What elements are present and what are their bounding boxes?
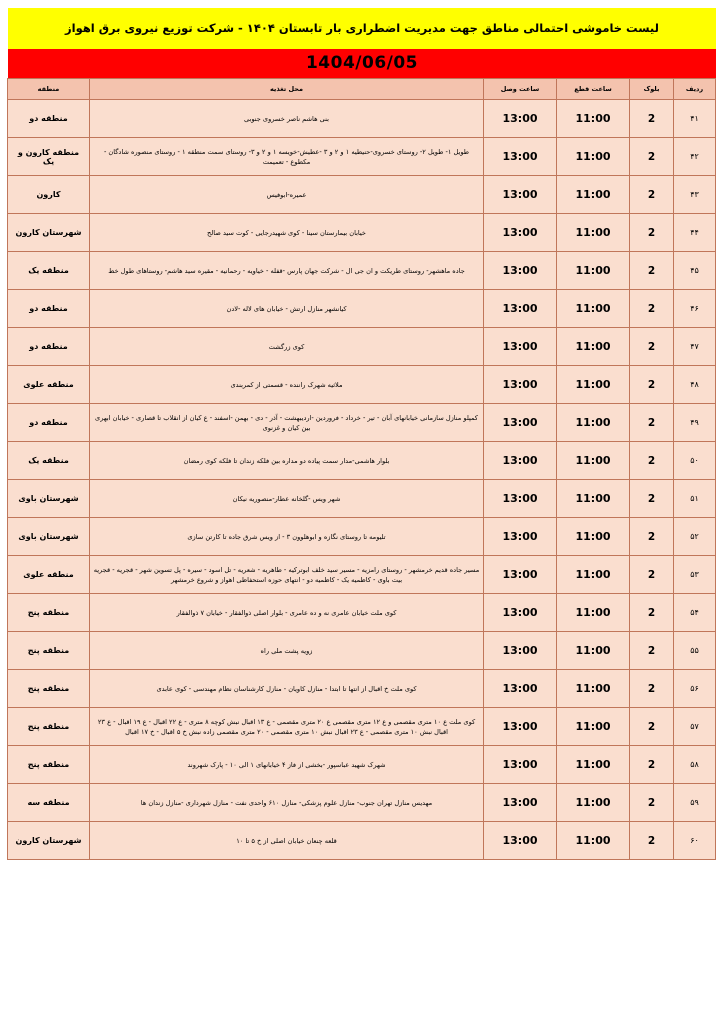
column-header-feed-location: محل تغذیه <box>90 79 484 100</box>
cell-feed-location: طویل ۱- طویل ۲- روستای خسروی-حنیطیه ۱ و ۲ و ۳ -عطیش-خویسه ۱ و ۲ و ۳- روستای سمت منطقه ۱ - روستای منصوره شادگان - مکطوع - تعمیمت <box>90 138 484 176</box>
cell-block: 2 <box>630 328 674 366</box>
cell-outage-start: 11:00 <box>557 594 630 632</box>
cell-block: 2 <box>630 290 674 328</box>
cell-outage-start: 11:00 <box>557 670 630 708</box>
cell-outage-start: 11:00 <box>557 442 630 480</box>
cell-outage-start: 11:00 <box>557 214 630 252</box>
table-row <box>8 214 716 252</box>
cell-row-number: ۵۲ <box>674 518 716 556</box>
cell-region: منطقه یک <box>8 442 90 480</box>
cell-feed-location: کوی ملت خیابان عامری نه و ده عامری - بلوار اصلی ذوالفقار - خیابان ۷ ذوالفقار <box>90 594 484 632</box>
cell-row-number: ۶۰ <box>674 822 716 860</box>
cell-region: شهرستان کارون <box>8 214 90 252</box>
cell-outage-end: 13:00 <box>484 784 557 822</box>
cell-outage-end: 13:00 <box>484 138 557 176</box>
cell-outage-end: 13:00 <box>484 632 557 670</box>
cell-region: منطقه پنج <box>8 632 90 670</box>
cell-region: منطقه دو <box>8 100 90 138</box>
cell-feed-location: مسیر جاده قدیم خرمشهر - روستای رامزیه - مسیر سید خلف ابوترکیه - طاهریه - شعریه - تل اسود - سیره - پل تسوین شهر - قجریه - قجریه بیت باوی - کاظمیه یک - کاظمیه دو - انتهای حوزه استحفاظی اهواز و شروع خرمشهر <box>90 556 484 594</box>
cell-outage-start: 11:00 <box>557 290 630 328</box>
cell-outage-end: 13:00 <box>484 518 557 556</box>
cell-row-number: ۴۲ <box>674 138 716 176</box>
column-header-row-number: ردیف <box>674 79 716 100</box>
cell-block: 2 <box>630 442 674 480</box>
cell-region: منطقه دو <box>8 404 90 442</box>
cell-row-number: ۵۴ <box>674 594 716 632</box>
cell-row-number: ۵۱ <box>674 480 716 518</box>
cell-outage-start: 11:00 <box>557 404 630 442</box>
table-row <box>8 784 716 822</box>
table-row <box>8 556 716 594</box>
cell-block: 2 <box>630 556 674 594</box>
table-row <box>8 822 716 860</box>
cell-outage-end: 13:00 <box>484 746 557 784</box>
cell-block: 2 <box>630 670 674 708</box>
cell-region: منطقه پنج <box>8 670 90 708</box>
table-row <box>8 442 716 480</box>
cell-region: منطقه پنج <box>8 746 90 784</box>
cell-outage-start: 11:00 <box>557 518 630 556</box>
cell-block: 2 <box>630 214 674 252</box>
cell-row-number: ۴۳ <box>674 176 716 214</box>
cell-row-number: ۵۹ <box>674 784 716 822</box>
table-header-row <box>8 79 716 100</box>
cell-row-number: ۵۰ <box>674 442 716 480</box>
cell-region: منطقه دو <box>8 290 90 328</box>
cell-outage-start: 11:00 <box>557 746 630 784</box>
table-row <box>8 708 716 746</box>
cell-block: 2 <box>630 404 674 442</box>
cell-outage-end: 13:00 <box>484 100 557 138</box>
cell-outage-start: 11:00 <box>557 784 630 822</box>
cell-outage-end: 13:00 <box>484 670 557 708</box>
table-row <box>8 594 716 632</box>
cell-block: 2 <box>630 252 674 290</box>
cell-row-number: ۵۳ <box>674 556 716 594</box>
table-row <box>8 100 716 138</box>
cell-region: شهرستان کارون <box>8 822 90 860</box>
column-header-outage-start: ساعت قطع <box>557 79 630 100</box>
table-row <box>8 290 716 328</box>
cell-region: منطقه علوی <box>8 556 90 594</box>
cell-outage-start: 11:00 <box>557 480 630 518</box>
cell-region: منطقه دو <box>8 328 90 366</box>
cell-row-number: ۴۴ <box>674 214 716 252</box>
cell-region: شهرستان باوی <box>8 518 90 556</box>
cell-region: منطقه سه <box>8 784 90 822</box>
cell-feed-location: ملاثیه شهرک راننده - قسمتی از کمربندی <box>90 366 484 404</box>
cell-region: منطقه پنج <box>8 708 90 746</box>
cell-block: 2 <box>630 100 674 138</box>
cell-outage-start: 11:00 <box>557 100 630 138</box>
cell-feed-location: زویه پشت ملی راه <box>90 632 484 670</box>
cell-outage-end: 13:00 <box>484 328 557 366</box>
cell-outage-start: 11:00 <box>557 252 630 290</box>
cell-row-number: ۵۷ <box>674 708 716 746</box>
cell-feed-location: کوی ملت خ اقبال از انتها تا ابتدا - منازل کاویان - منازل کارشناسان نظام مهندسی - کوی عابدی <box>90 670 484 708</box>
table-row <box>8 670 716 708</box>
table-row <box>8 480 716 518</box>
cell-outage-end: 13:00 <box>484 366 557 404</box>
cell-outage-end: 13:00 <box>484 822 557 860</box>
cell-feed-location: عمیره-ابوفیس <box>90 176 484 214</box>
schedule-date: 1404/06/05 <box>8 49 716 78</box>
table-body <box>8 100 716 860</box>
cell-block: 2 <box>630 746 674 784</box>
cell-feed-location: کیانشهر منازل ارتش - خیابان های لاله -لادن <box>90 290 484 328</box>
table-row <box>8 518 716 556</box>
cell-block: 2 <box>630 366 674 404</box>
cell-outage-start: 11:00 <box>557 708 630 746</box>
cell-outage-end: 13:00 <box>484 708 557 746</box>
cell-outage-end: 13:00 <box>484 442 557 480</box>
table-row <box>8 366 716 404</box>
cell-outage-end: 13:00 <box>484 594 557 632</box>
cell-region: منطقه پنج <box>8 594 90 632</box>
cell-row-number: ۵۵ <box>674 632 716 670</box>
table-row <box>8 138 716 176</box>
cell-outage-start: 11:00 <box>557 138 630 176</box>
column-header-region: منطقه <box>8 79 90 100</box>
cell-outage-start: 11:00 <box>557 822 630 860</box>
cell-row-number: ۴۶ <box>674 290 716 328</box>
cell-feed-location: خیابان بیمارستان سینا - کوی شهیدرجایی - کوت سید صالح <box>90 214 484 252</box>
cell-outage-end: 13:00 <box>484 404 557 442</box>
cell-region: شهرستان باوی <box>8 480 90 518</box>
cell-row-number: ۵۶ <box>674 670 716 708</box>
cell-row-number: ۵۸ <box>674 746 716 784</box>
cell-outage-end: 13:00 <box>484 480 557 518</box>
cell-feed-location: قلعه چنعان خیابان اصلی از خ ۵ تا ۱۰ <box>90 822 484 860</box>
cell-region: کارون <box>8 176 90 214</box>
cell-block: 2 <box>630 784 674 822</box>
cell-row-number: ۴۷ <box>674 328 716 366</box>
cell-block: 2 <box>630 518 674 556</box>
cell-outage-start: 11:00 <box>557 176 630 214</box>
cell-block: 2 <box>630 822 674 860</box>
table-row <box>8 404 716 442</box>
cell-feed-location: جاده ماهشهر- روستای طریکت و ان جی ال - شرکت جهان پارس -قفله - خیاویه - رحمانیه - مقیره سید هاشم- روستاهای طول خط <box>90 252 484 290</box>
cell-row-number: ۴۱ <box>674 100 716 138</box>
cell-block: 2 <box>630 138 674 176</box>
cell-block: 2 <box>630 632 674 670</box>
cell-block: 2 <box>630 594 674 632</box>
cell-outage-end: 13:00 <box>484 252 557 290</box>
table-row <box>8 746 716 784</box>
cell-feed-location: کوی ملت ع ۱۰ متری مقصمی و ع ۱۲ متری مقصمی ع ۲۰ متری مقصمی - ع ۱۳ اقبال نبش کوچه ۸ متری - ع ۲۲ اقبال - ع ۱۹ اقبال - ع ۲۳ اقبال نبش ۱۰ متری مقصمی - ع ۲۳ اقبال نبش ۱۰ متری مقصمی - ۲۰ متری مقصمی زاده نبش خ ۵ اقبال - خ ۱۷ اقبال <box>90 708 484 746</box>
cell-block: 2 <box>630 708 674 746</box>
table-row <box>8 252 716 290</box>
table-row <box>8 176 716 214</box>
cell-outage-start: 11:00 <box>557 328 630 366</box>
cell-block: 2 <box>630 176 674 214</box>
cell-outage-end: 13:00 <box>484 290 557 328</box>
table-row <box>8 632 716 670</box>
outage-schedule-table <box>7 78 716 860</box>
cell-outage-end: 13:00 <box>484 176 557 214</box>
cell-feed-location: کوی زرگشت <box>90 328 484 366</box>
cell-outage-end: 13:00 <box>484 556 557 594</box>
cell-region: منطقه یک <box>8 252 90 290</box>
cell-row-number: ۴۸ <box>674 366 716 404</box>
cell-region: منطقه علوی <box>8 366 90 404</box>
cell-outage-end: 13:00 <box>484 214 557 252</box>
cell-feed-location: شهرک شهید عباسپور -بخشی از فاز ۴ خیابانهای ۱ الی ۱۰ - پارک شهروند <box>90 746 484 784</box>
cell-feed-location: شهر ویس -گلخانه عطار-منصوریه نیکان <box>90 480 484 518</box>
page-title: لیست خاموشی احتمالی مناطق جهت مدیریت اضطراری بار تابستان ۱۴۰۴ - شرکت توزیع نیروی برق اهواز <box>8 8 716 49</box>
cell-region: منطقه کارون و یک <box>8 138 90 176</box>
cell-feed-location: تلیومه تا روستای نگازه و ابوهلوون ۳ - از ویس شرق جاده تا کارتن سازی <box>90 518 484 556</box>
cell-outage-start: 11:00 <box>557 632 630 670</box>
cell-feed-location: کمپلو منازل سازمانی خیابانهای آبان - تیر - خرداد - فروردین -اردیبهشت - آذر - دی - بهمن -اسفند - ع کیان از انقلاب تا قصاری - خیابان ابهری بین کیان و غزنوی <box>90 404 484 442</box>
column-header-block: بلوک <box>630 79 674 100</box>
cell-block: 2 <box>630 480 674 518</box>
cell-row-number: ۴۵ <box>674 252 716 290</box>
column-header-outage-end: ساعت وصل <box>484 79 557 100</box>
cell-outage-start: 11:00 <box>557 556 630 594</box>
cell-row-number: ۴۹ <box>674 404 716 442</box>
table-header <box>8 79 716 100</box>
cell-outage-start: 11:00 <box>557 366 630 404</box>
cell-feed-location: بلوار هاشمی-مدار سمت پیاده دو مداره بین فلکه زندان تا فلکه کوی رمضان <box>90 442 484 480</box>
table-row <box>8 328 716 366</box>
cell-feed-location: مهدیس منازل تهران جنوب- منازل علوم پزشکی- منازل ۶۱۰ واحدی نفت - منازل شهرداری -منازل زندان ها <box>90 784 484 822</box>
cell-feed-location: بنی هاشم ناصر خسروی جنوبی <box>90 100 484 138</box>
